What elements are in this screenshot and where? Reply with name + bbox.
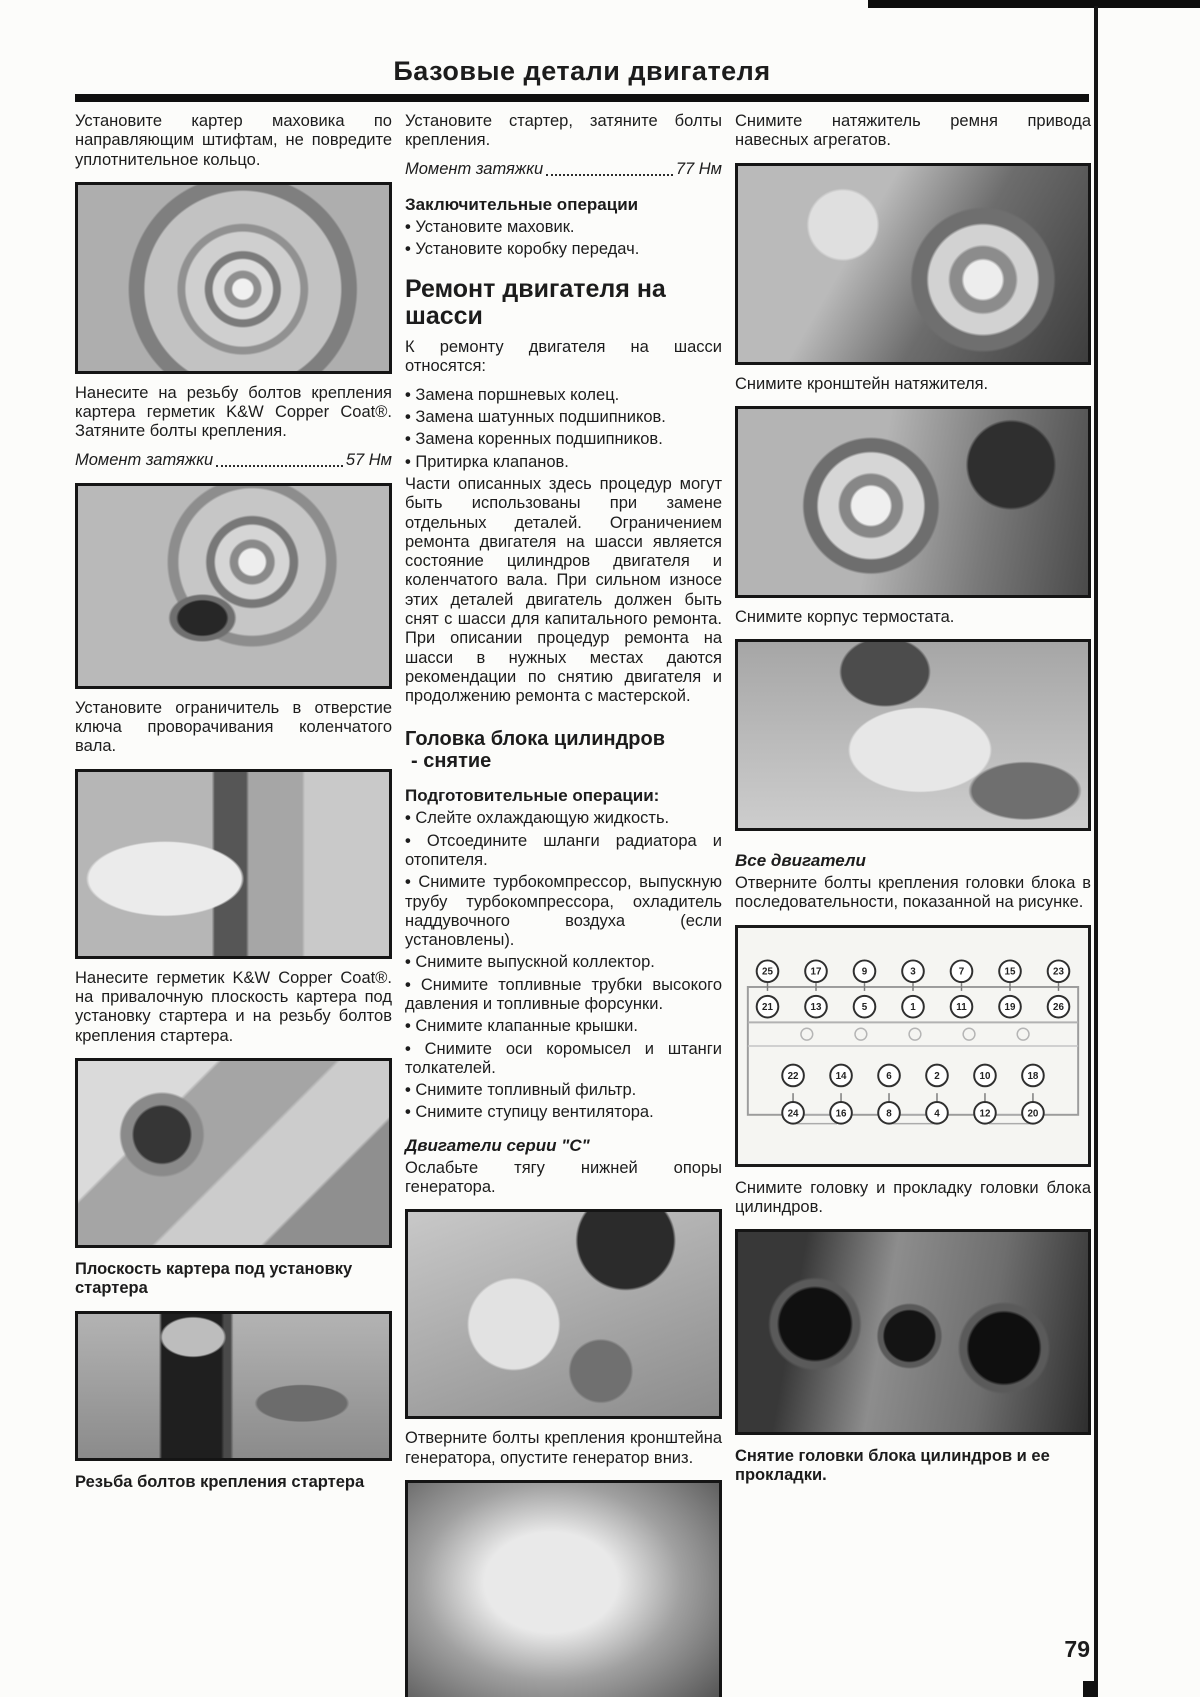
svg-text:16: 16 <box>835 1108 847 1120</box>
torque-spec-57 <box>75 451 392 470</box>
svg-text:26: 26 <box>1053 1001 1064 1013</box>
final-op-item: • Установите коробку передач. <box>405 240 722 259</box>
photo-generator-lower-support <box>405 1209 722 1419</box>
svg-text:13: 13 <box>810 1001 822 1013</box>
prep-item: • Снимите турбокомпрессор, выпускную трубу турбокомпрессора, охладитель наддувочного воздуха (если установлены). <box>405 873 722 950</box>
prep-item: • Снимите топливный фильтр. <box>405 1081 722 1100</box>
scan-artifact-right-line <box>1094 6 1098 1697</box>
scan-artifact-top-bar <box>868 0 1200 8</box>
photo-housing-sealant <box>75 483 392 689</box>
svg-text:25: 25 <box>762 966 773 978</box>
para-remove-head: Снимите головку и прокладку головки блока цилиндров. <box>735 1178 1091 1217</box>
para-sealant-starter: Нанесите герметик K&W Copper Coat®. на привалочную плоскость картера под установку стартера и на резьбу болтов крепления стартера. <box>75 968 392 1045</box>
photo-crankshaft-limiter <box>75 769 392 959</box>
caption-starter-bolt-threads: Резьба болтов крепления стартера <box>75 1472 365 1491</box>
middle-column <box>405 112 722 1697</box>
para-chassis-intro: К ремонту двигателя на шасси относятся: <box>405 338 722 376</box>
dotted-leader <box>216 465 343 467</box>
caption-head-removal: Снятие головки блока цилиндров и ее прокладки. <box>735 1447 1050 1485</box>
torque-label: Момент затяжки <box>75 450 214 469</box>
prep-item: • Снимите топливные трубки высокого давления и топливные форсунки. <box>405 976 722 1015</box>
svg-text:17: 17 <box>810 966 822 978</box>
svg-text:23: 23 <box>1053 966 1064 978</box>
svg-text:4: 4 <box>934 1108 940 1120</box>
content-columns <box>75 112 1091 1697</box>
svg-text:20: 20 <box>1027 1108 1039 1120</box>
para-chassis-body: Части описанных здесь процедур могут быть использованы при замене отдельных деталей. Ограничением ремонта двигателя на шасси является состояние цилиндров двигателя и коленчатого вала. При сильном износе этих деталей двигатель должен быть снят с шасси для капитального ремонта. При описании процедур ремонта на шасси в нужных местах даются рекомендации по снятию двигателя и продолжению ремонта с мастерской. <box>405 474 722 706</box>
svg-text:15: 15 <box>1004 966 1016 978</box>
svg-text:22: 22 <box>787 1070 799 1082</box>
final-op-item: • Установите маховик. <box>405 218 722 237</box>
svg-text:6: 6 <box>886 1070 892 1082</box>
svg-text:10: 10 <box>979 1070 991 1082</box>
svg-text:7: 7 <box>958 966 965 978</box>
prep-item: • Снимите клапанные крышки. <box>405 1017 722 1036</box>
para-limiter: Установите ограничитель в отверстие ключа проворачивания коленчатого вала. <box>75 698 392 756</box>
final-operations-title: Заключительные операции <box>405 194 639 214</box>
svg-text:12: 12 <box>979 1108 991 1120</box>
torque-value: 57 Нм <box>345 450 392 469</box>
photo-tensioner-bracket <box>735 406 1091 598</box>
repair-item: • Притирка клапанов. <box>405 453 722 472</box>
svg-text:9: 9 <box>861 966 868 978</box>
dotted-leader <box>546 174 673 176</box>
left-column <box>75 112 392 1502</box>
page-number: 79 <box>1064 1636 1090 1662</box>
svg-text:5: 5 <box>861 1001 868 1013</box>
para-series-c: Ослабьте тягу нижней опоры генератора. <box>405 1158 722 1197</box>
svg-text:11: 11 <box>956 1001 967 1013</box>
photo-copper-coat-can <box>75 1311 392 1461</box>
para-install-starter: Установите стартер, затяните болты крепления. <box>405 112 722 150</box>
para-belt-tensioner: Снимите натяжитель ремня привода навесных агрегатов. <box>735 112 1091 150</box>
repair-item: • Замена поршневых колец. <box>405 386 722 405</box>
svg-text:1: 1 <box>910 1001 916 1013</box>
svg-text:24: 24 <box>787 1108 799 1120</box>
right-column <box>735 112 1091 1495</box>
head-removal-title-line2: - снятие <box>411 749 492 772</box>
head-removal-title-line1: Головка блока цилиндров <box>405 727 665 750</box>
head-bolt-diagram <box>735 925 1091 1167</box>
repair-item: • Замена коренных подшипников. <box>405 430 722 449</box>
prep-item: • Слейте охлаждающую жидкость. <box>405 809 722 828</box>
svg-text:19: 19 <box>1004 1001 1016 1013</box>
prep-item: • Отсоедините шланги радиатора и отопителя. <box>405 832 722 871</box>
photo-starter-mount-surface <box>75 1058 392 1248</box>
prep-operations-title: Подготовительные операции: <box>405 786 660 806</box>
para-generator-bracket: Отверните болты крепления кронштейна генератора, опустите генератор вниз. <box>405 1429 722 1467</box>
para-head-bolt-sequence: Отверните болты крепления головки блока в последовательности, показанной на рисунке. <box>735 874 1091 912</box>
svg-text:2: 2 <box>934 1070 940 1082</box>
prep-item: • Снимите выпускной коллектор. <box>405 953 722 972</box>
svg-text:21: 21 <box>762 1001 773 1013</box>
photo-cylinder-block <box>735 1229 1091 1435</box>
prep-item: • Снимите ступицу вентилятора. <box>405 1103 722 1122</box>
para-tensioner-bracket: Снимите кронштейн натяжителя. <box>735 374 989 393</box>
para-sealant-bolts: Нанесите на резьбу болтов крепления картера герметик K&W Copper Coat®. Затяните болты крепления. <box>75 383 392 441</box>
torque-spec-77 <box>405 160 722 179</box>
photo-belt-tensioner <box>735 163 1091 365</box>
head-bolt-diagram-svg <box>738 928 1088 1164</box>
prep-item: • Снимите оси коромысел и штанги толкателей. <box>405 1040 722 1079</box>
head-removal-title <box>405 728 722 773</box>
svg-text:3: 3 <box>910 966 916 978</box>
photo-thermostat-housing <box>735 639 1091 831</box>
para-thermostat-housing: Снимите корпус термостата. <box>735 607 955 626</box>
torque-value: 77 Нм <box>675 159 722 178</box>
svg-text:8: 8 <box>886 1108 892 1120</box>
svg-text:14: 14 <box>835 1070 847 1082</box>
section-title-chassis-repair: Ремонт двигателя на шасси <box>405 275 666 330</box>
para-flywheel-housing: Установите картер маховика по направляющим штифтам, не повредите уплотнительное кольцо. <box>75 112 392 169</box>
caption-starter-surface: Плоскость картера под установку стартера <box>75 1259 353 1297</box>
svg-text:18: 18 <box>1027 1070 1039 1082</box>
photo-flywheel-housing <box>75 182 392 374</box>
series-c-title: Двигатели серии "С" <box>405 1135 590 1155</box>
photo-generator-bracket-bolts <box>405 1480 722 1697</box>
repair-item: • Замена шатунных подшипников. <box>405 408 722 427</box>
page-header-title: Базовые детали двигателя <box>75 56 1089 102</box>
torque-label: Момент затяжки <box>405 159 544 178</box>
all-engines-title: Все двигатели <box>735 851 866 871</box>
